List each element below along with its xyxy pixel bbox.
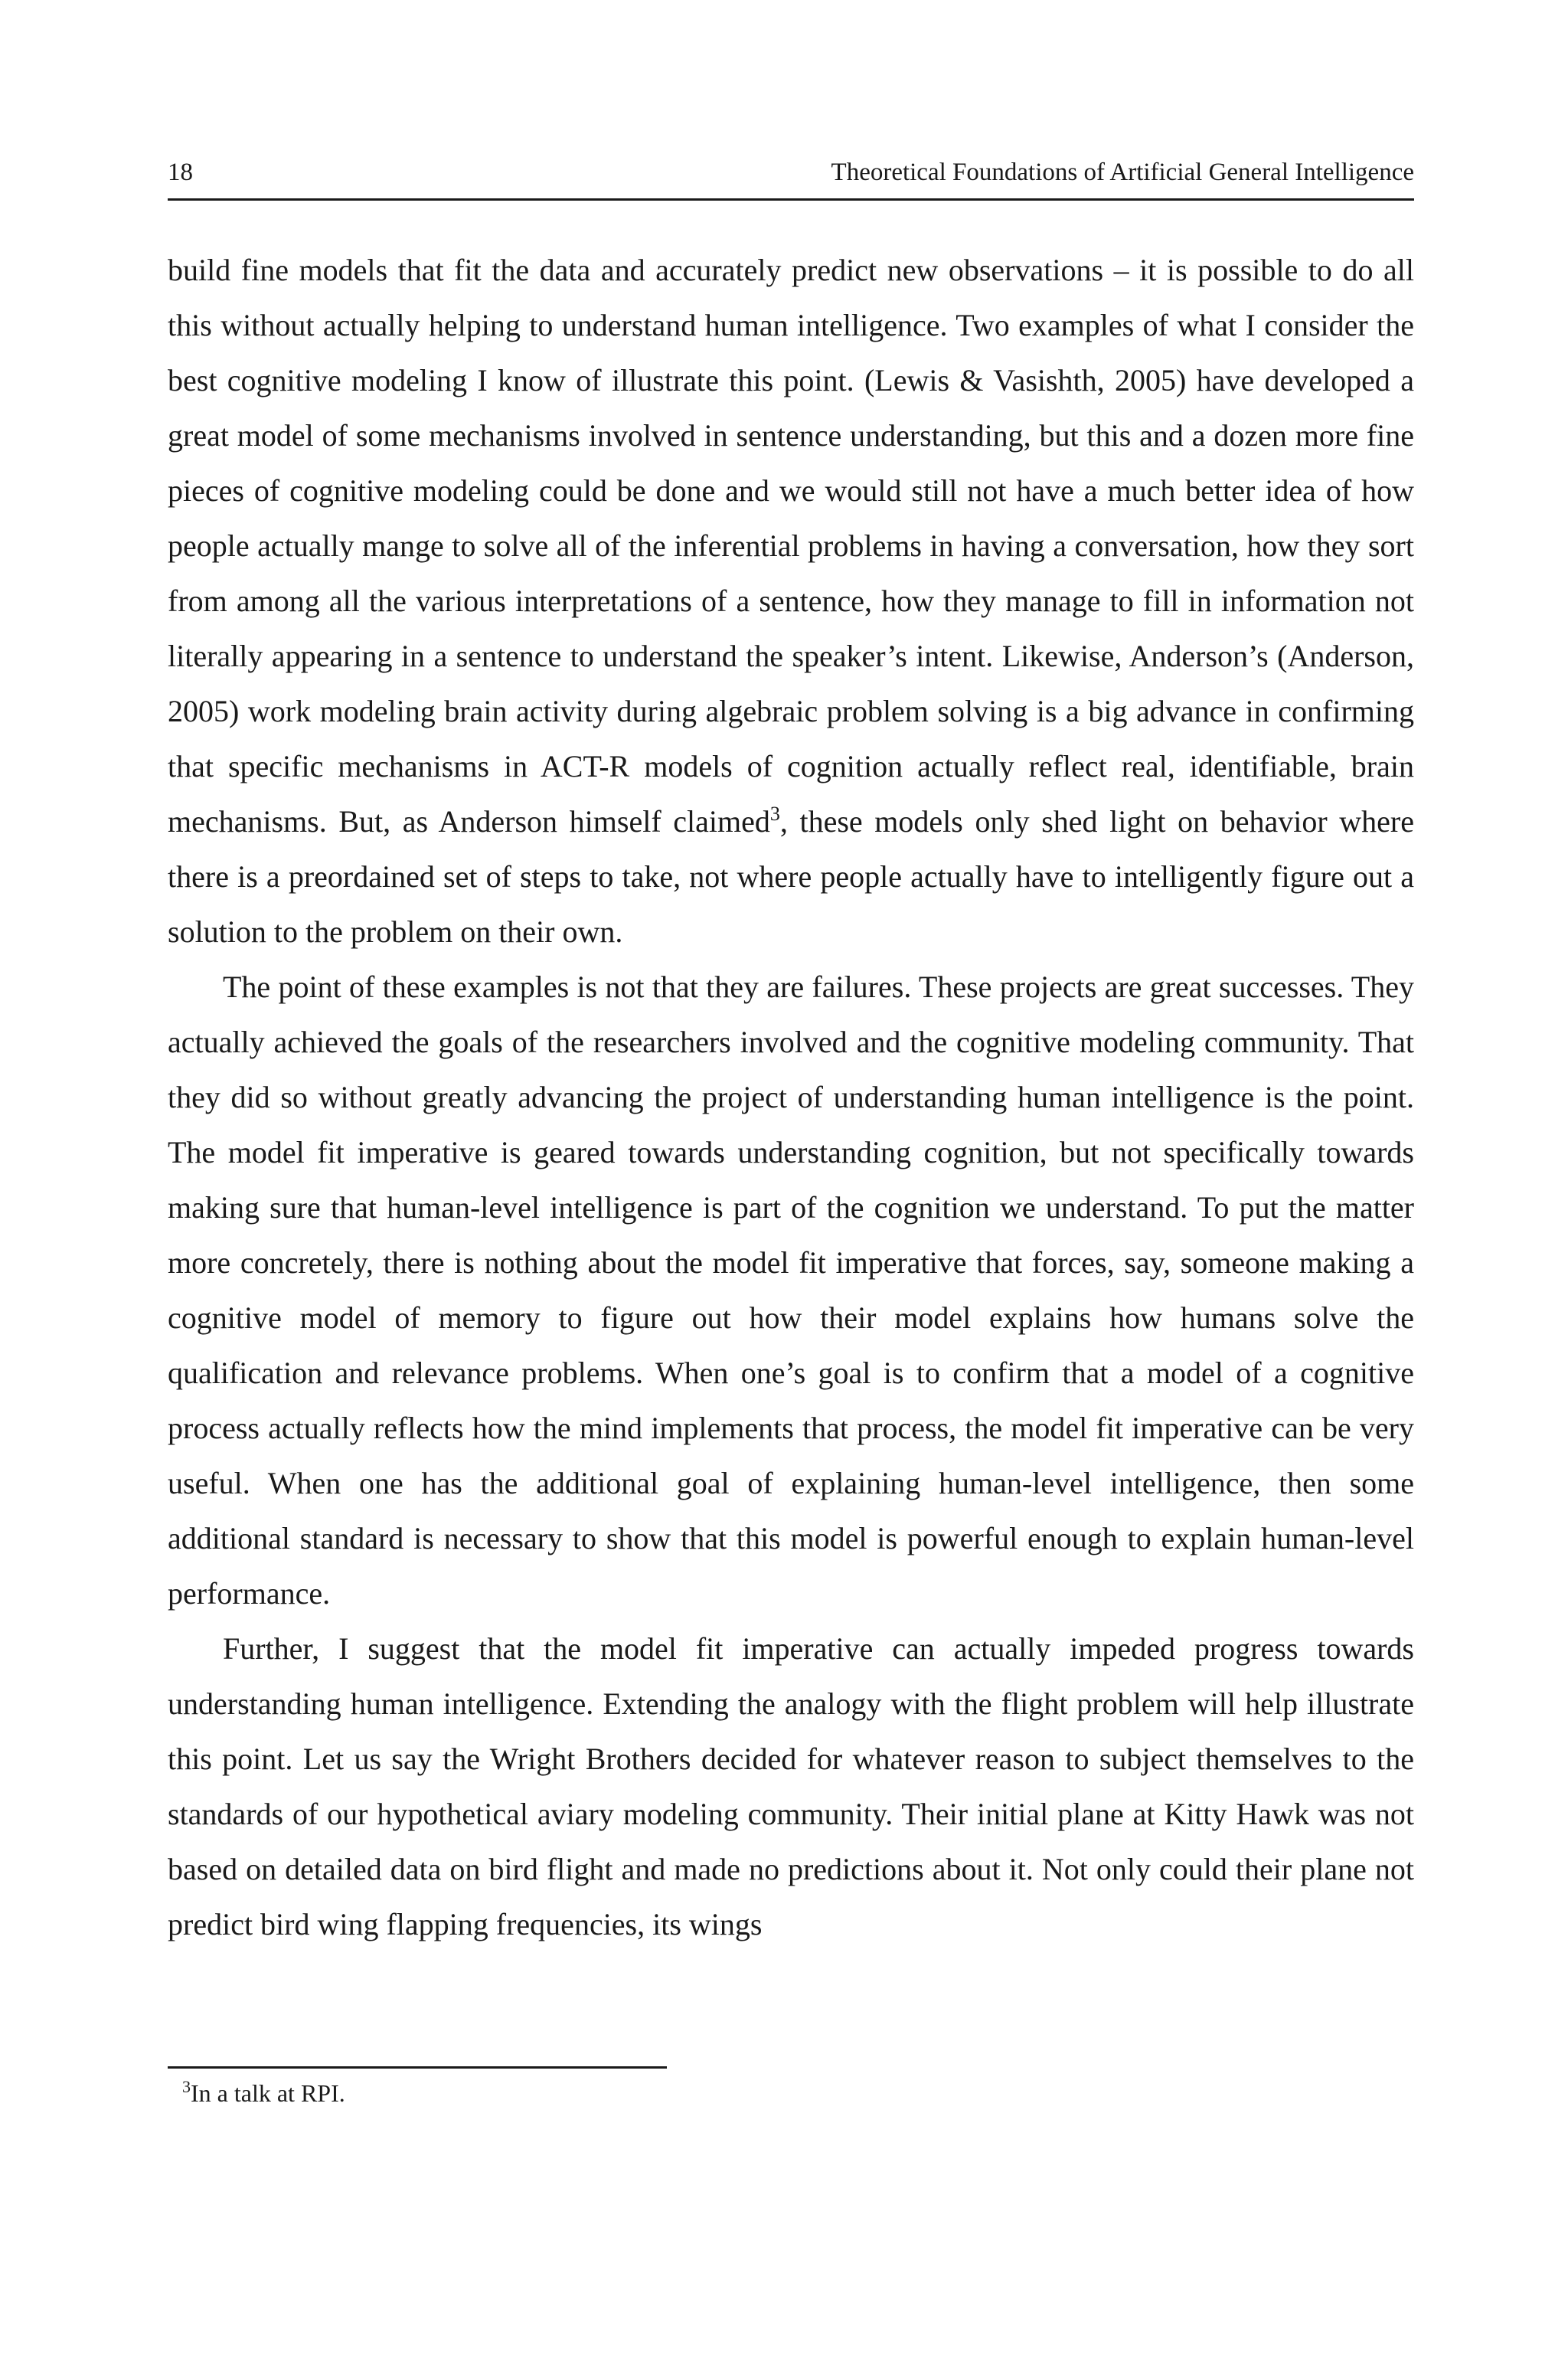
paragraph-1-continuation: , these models only shed light on behavior where there is a preordained set of steps to take, not where people actually have to intelligently figure out a solution to the problem on their own. <box>168 804 1414 949</box>
footnote-text: In a talk at RPI. <box>191 2079 345 2107</box>
paragraph-3: Further, I suggest that the model fit imperative can actually impeded progress towards understanding human intelligence. Extending the analogy with the flight problem will help illustrate this point. Let us say the Wright Brothers decided for whatever reason to subject themselves to the standards of our hypothetical aviary modeling community. Their initial plane at Kitty Hawk was not based on detailed data on bird flight and made no predictions about it. Not only could their plane not predict bird wing flapping frequencies, its wings <box>168 1631 1414 1941</box>
header-divider <box>168 198 1414 201</box>
footnote-mark: 3 <box>182 2077 191 2096</box>
book-title: Theoretical Foundations of Artificial General Intelligence <box>831 159 1414 186</box>
body-text <box>168 243 1414 1952</box>
footnote-divider <box>168 2066 667 2069</box>
footnote <box>182 2075 345 2111</box>
paragraph-1-text: build fine models that fit the data and accurately predict new observations – it is possible to do all this without actually helping to understand human intelligence. Two examples of what I consider the best cognitive modeling I know of illustrate this point. (Lewis & Vasishth, 2005) have developed a great model of some mechanisms involved in sentence understanding, but this and a dozen more fine pieces of cognitive modeling could be done and we would still not have a much better idea of how people actually mange to solve all of the inferential problems in having a conversation, how they sort from among all the various interpretations of a sentence, how they manage to fill in information not literally appearing in a sentence to understand the speaker’s intent. Likewise, Anderson’s (Anderson, 2005) work modeling brain activity during algebraic problem solving is a big advance in confirming that specific mechanisms in ACT-R models of cognition actually reflect real, identifiable, brain mechanisms. But, as Anderson himself claimed <box>168 253 1414 839</box>
footnote-reference: 3 <box>769 803 780 825</box>
running-head <box>168 153 1414 191</box>
page-number: 18 <box>168 159 193 186</box>
paragraph-2: The point of these examples is not that they are failures. These projects are great successes. They actually achieved the goals of the researchers involved and the cognitive modeling community. That they did so without greatly advancing the project of understanding human intelligence is the point. The model fit imperative is geared towards understanding cognition, but not specifically towards making sure that human-level intelligence is part of the cognition we understand. To put the matter more concretely, there is nothing about the model fit imperative that forces, say, someone making a cognitive model of memory to figure out how their model explains how humans solve the qualification and relevance problems. When one’s goal is to confirm that a model of a cognitive process actually reflects how the mind implements that process, the model fit imperative can be very useful. When one has the additional goal of explaining human-level intelligence, then some additional standard is necessary to show that this model is powerful enough to explain human-level performance. <box>168 970 1414 1611</box>
paragraph-1 <box>168 243 1414 960</box>
